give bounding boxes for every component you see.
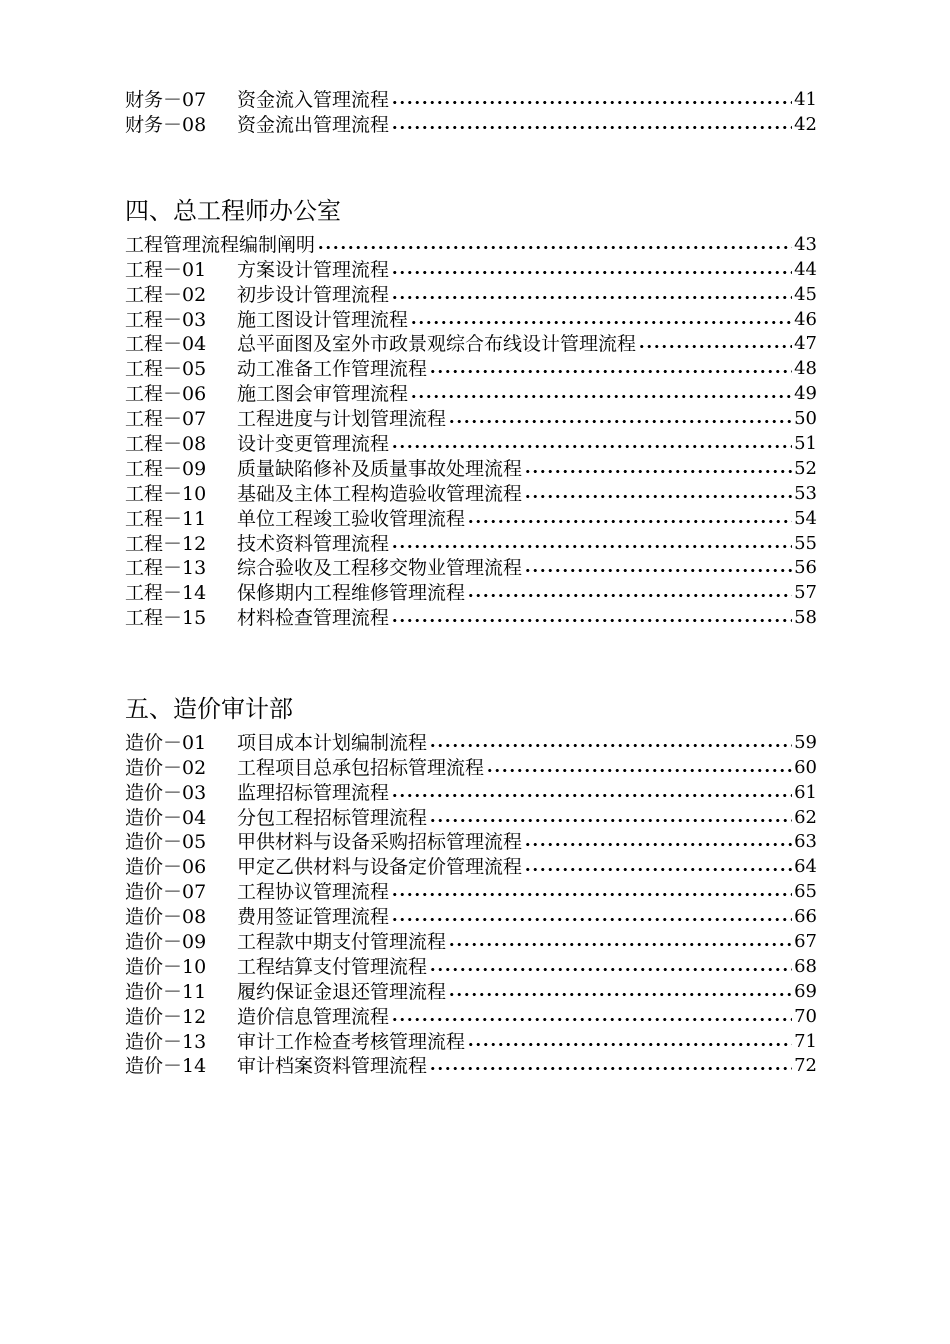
toc-entry-title: 工程协议管理流程: [237, 881, 390, 904]
toc-entry[interactable]: [125, 86, 817, 111]
toc-entry-code: 造价－11: [125, 980, 207, 1003]
toc-entry-code: 工程－14: [125, 582, 207, 605]
toc-entry[interactable]: [125, 455, 817, 480]
toc-entry-title: 审计工作检查考核管理流程: [237, 1030, 466, 1053]
toc-entry[interactable]: [125, 1028, 817, 1053]
toc-leader-dots: [391, 287, 792, 301]
toc-leader-dots: [524, 834, 792, 848]
toc-leader-dots: [429, 735, 792, 749]
toc-entry-code: 工程－11: [125, 507, 207, 530]
cost-audit-section: [125, 694, 817, 1077]
toc-entry-title: 单位工程竣工验收管理流程: [237, 507, 466, 530]
engineering-section: [125, 196, 817, 629]
toc-entry-code: 造价－02: [125, 756, 207, 779]
toc-entry-title: 质量缺陷修补及质量事故处理流程: [237, 457, 523, 480]
toc-entry[interactable]: [125, 281, 817, 306]
toc-entry-title: 方案设计管理流程: [237, 258, 390, 281]
toc-entry-code: 财务－07: [125, 88, 207, 111]
toc-entry-title: 保修期内工程维修管理流程: [237, 582, 466, 605]
toc-entry[interactable]: [125, 256, 817, 281]
toc-entry[interactable]: [125, 505, 817, 530]
toc-entry[interactable]: [125, 331, 817, 356]
toc-entry-page: 72: [794, 1055, 817, 1077]
toc-entry-code: 造价－08: [125, 906, 207, 929]
toc-entry-page: 71: [794, 1030, 817, 1052]
toc-entry[interactable]: [125, 555, 817, 580]
toc-entry[interactable]: [125, 405, 817, 430]
toc-entry[interactable]: [125, 111, 817, 136]
toc-entry-page: 67: [794, 931, 817, 953]
toc-entry-code: 工程－12: [125, 532, 207, 555]
toc-entry-code: 工程－10: [125, 482, 207, 505]
toc-entry[interactable]: [125, 978, 817, 1003]
toc-entry-title: 技术资料管理流程: [237, 532, 390, 555]
toc-leader-dots: [638, 336, 792, 350]
toc-entry-code: 造价－07: [125, 881, 207, 904]
toc-leader-dots: [524, 461, 792, 475]
toc-entry-title: 施工图会审管理流程: [237, 383, 409, 406]
toc-entry-page: 70: [794, 1005, 817, 1027]
finance-toc-list: [125, 86, 817, 136]
toc-leader-dots: [391, 909, 792, 923]
toc-entry-code: 造价－13: [125, 1030, 207, 1053]
cost-toc-list: [125, 729, 817, 1077]
toc-entry-page: 57: [794, 582, 817, 604]
toc-entry-page: 63: [794, 831, 817, 853]
toc-entry-page: 62: [794, 806, 817, 828]
toc-leader-dots: [391, 262, 792, 276]
toc-leader-dots: [410, 386, 792, 400]
toc-leader-dots: [391, 1009, 792, 1023]
toc-entry-code: 造价－10: [125, 955, 207, 978]
toc-entry-title: 材料检查管理流程: [237, 607, 390, 630]
toc-entry-page: 55: [794, 532, 817, 554]
toc-entry-page: 66: [794, 906, 817, 928]
toc-leader-dots: [429, 1058, 792, 1072]
toc-leader-dots: [391, 884, 792, 898]
toc-entry[interactable]: [125, 853, 817, 878]
toc-entry-page: 46: [794, 308, 817, 330]
toc-entry-page: 47: [794, 333, 817, 355]
toc-entry[interactable]: [125, 953, 817, 978]
toc-entry-page: 61: [794, 781, 817, 803]
toc-entry-intro[interactable]: [125, 231, 817, 256]
toc-leader-dots: [391, 92, 792, 106]
toc-entry-code: 造价－05: [125, 831, 207, 854]
toc-entry-title: 甲供材料与设备采购招标管理流程: [237, 831, 523, 854]
toc-entry-title: 工程管理流程编制阐明: [125, 233, 316, 256]
engineering-heading: 四、总工程师办公室: [125, 197, 341, 225]
toc-entry-title: 履约保证金退还管理流程: [237, 980, 447, 1003]
toc-entry-page: 59: [794, 731, 817, 753]
toc-entry[interactable]: [125, 754, 817, 779]
toc-leader-dots: [486, 760, 792, 774]
toc-leader-dots: [524, 560, 792, 574]
toc-leader-dots: [429, 810, 792, 824]
toc-leader-dots: [524, 859, 792, 873]
toc-entry-title: 设计变更管理流程: [237, 433, 390, 456]
toc-entry-page: 58: [794, 607, 817, 629]
toc-entry-title: 项目成本计划编制流程: [237, 731, 428, 754]
engineering-toc-list: [125, 256, 817, 629]
toc-entry-title: 分包工程招标管理流程: [237, 806, 428, 829]
toc-entry[interactable]: [125, 480, 817, 505]
toc-entry-page: 68: [794, 955, 817, 977]
toc-entry-page: 53: [794, 482, 817, 504]
toc-entry-title: 综合验收及工程移交物业管理流程: [237, 557, 523, 580]
toc-entry-code: 工程－08: [125, 433, 207, 456]
toc-entry-code: 造价－09: [125, 931, 207, 954]
toc-leader-dots: [391, 610, 792, 624]
toc-leader-dots: [448, 411, 792, 425]
toc-entry-title: 造价信息管理流程: [237, 1005, 390, 1028]
toc-entry-code: 财务－08: [125, 113, 207, 136]
toc-entry-title: 工程款中期支付管理流程: [237, 931, 447, 954]
toc-leader-dots: [448, 934, 792, 948]
toc-entry-page: 43: [794, 233, 817, 255]
toc-entry-title: 初步设计管理流程: [237, 283, 390, 306]
toc-entry[interactable]: [125, 779, 817, 804]
toc-entry[interactable]: [125, 804, 817, 829]
toc-entry-code: 工程－15: [125, 607, 207, 630]
toc-entry[interactable]: [125, 928, 817, 953]
toc-leader-dots: [429, 361, 792, 375]
toc-entry-code: 造价－12: [125, 1005, 207, 1028]
toc-leader-dots: [467, 585, 792, 599]
toc-entry-code: 工程－07: [125, 408, 207, 431]
toc-entry-title: 监理招标管理流程: [237, 781, 390, 804]
toc-entry[interactable]: [125, 903, 817, 928]
toc-entry-title: 施工图设计管理流程: [237, 308, 409, 331]
toc-entry-page: 42: [794, 113, 817, 135]
toc-entry-title: 总平面图及室外市政景观综合布线设计管理流程: [237, 333, 637, 356]
toc-leader-dots: [524, 486, 792, 500]
toc-entry-code: 造价－14: [125, 1055, 207, 1078]
toc-entry-page: 65: [794, 881, 817, 903]
toc-entry-code: 造价－04: [125, 806, 207, 829]
toc-entry[interactable]: [125, 430, 817, 455]
toc-entry-code: 工程－03: [125, 308, 207, 331]
toc-entry-page: 49: [794, 383, 817, 405]
toc-entry-page: 50: [794, 408, 817, 430]
toc-entry-page: 60: [794, 756, 817, 778]
toc-entry-title: 动工准备工作管理流程: [237, 358, 428, 381]
toc-entry-code: 工程－09: [125, 457, 207, 480]
toc-entry[interactable]: [125, 355, 817, 380]
toc-entry-page: 64: [794, 856, 817, 878]
toc-entry[interactable]: [125, 380, 817, 405]
toc-entry-page: 69: [794, 980, 817, 1002]
cost-audit-heading: 五、造价审计部: [125, 695, 293, 723]
toc-entry[interactable]: [125, 878, 817, 903]
finance-section: [125, 86, 817, 136]
toc-leader-dots: [391, 536, 792, 550]
toc-entry-code: 工程－01: [125, 258, 207, 281]
toc-entry-title: 审计档案资料管理流程: [237, 1055, 428, 1078]
toc-leader-dots: [391, 785, 792, 799]
toc-leader-dots: [467, 1034, 792, 1048]
toc-entry-code: 工程－05: [125, 358, 207, 381]
toc-entry[interactable]: [125, 729, 817, 754]
toc-entry[interactable]: [125, 604, 817, 629]
toc-leader-dots: [391, 436, 792, 450]
toc-entry-code: 工程－02: [125, 283, 207, 306]
toc-entry-title: 基础及主体工程构造验收管理流程: [237, 482, 523, 505]
toc-entry-title: 工程项目总承包招标管理流程: [237, 756, 485, 779]
toc-entry-page: 44: [794, 258, 817, 280]
toc-entry-code: 造价－03: [125, 781, 207, 804]
toc-entry-title: 资金流出管理流程: [237, 113, 390, 136]
toc-entry-title: 工程进度与计划管理流程: [237, 408, 447, 431]
toc-entry[interactable]: [125, 530, 817, 555]
toc-entry-code: 工程－13: [125, 557, 207, 580]
toc-entry-page: 48: [794, 358, 817, 380]
toc-entry-title: 工程结算支付管理流程: [237, 955, 428, 978]
toc-leader-dots: [467, 511, 792, 525]
toc-entry-title: 资金流入管理流程: [237, 88, 390, 111]
toc-entry-title: 甲定乙供材料与设备定价管理流程: [237, 856, 523, 879]
toc-entry[interactable]: [125, 829, 817, 854]
toc-entry-title: 费用签证管理流程: [237, 906, 390, 929]
toc-leader-dots: [429, 959, 792, 973]
toc-entry[interactable]: [125, 1053, 817, 1078]
toc-entry-code: 造价－06: [125, 856, 207, 879]
toc-entry[interactable]: [125, 306, 817, 331]
toc-entry[interactable]: [125, 1003, 817, 1028]
toc-entry-page: 54: [794, 507, 817, 529]
toc-entry-page: 56: [794, 557, 817, 579]
toc-entry-page: 51: [794, 433, 817, 455]
toc-leader-dots: [410, 312, 792, 326]
toc-entry-code: 工程－04: [125, 333, 207, 356]
toc-leader-dots: [448, 984, 792, 998]
toc-entry-page: 52: [794, 457, 817, 479]
toc-entry-code: 工程－06: [125, 383, 207, 406]
toc-entry[interactable]: [125, 579, 817, 604]
toc-entry-code: 造价－01: [125, 731, 207, 754]
toc-entry-page: 45: [794, 283, 817, 305]
toc-leader-dots: [391, 117, 792, 131]
toc-leader-dots: [317, 237, 792, 251]
toc-entry-page: 41: [794, 88, 817, 110]
